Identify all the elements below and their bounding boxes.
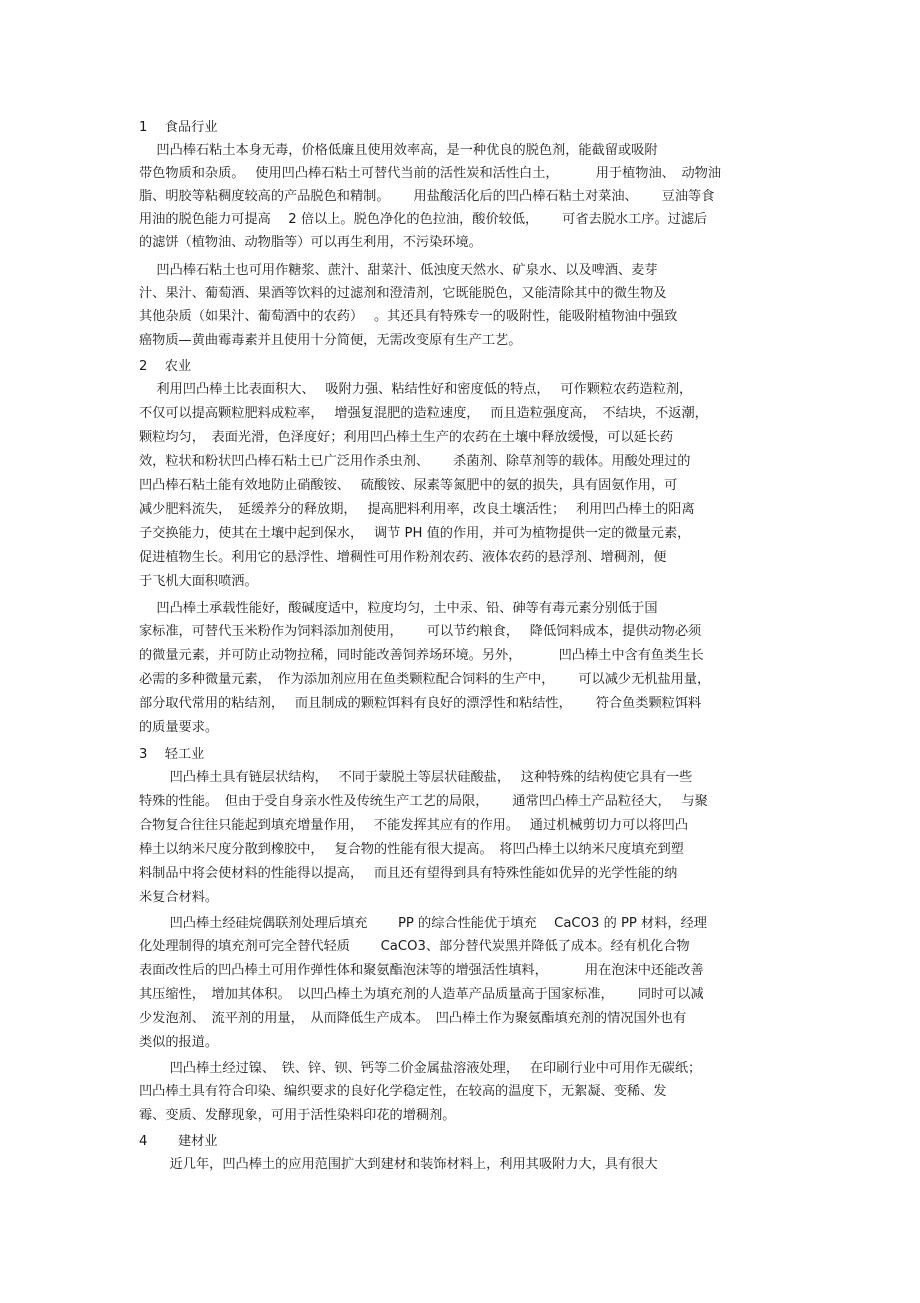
paragraph-line: 米复合材料。 <box>139 890 219 905</box>
paragraph-line: 于飞机大面积喷洒。 <box>139 574 258 589</box>
paragraph-line: 子交换能力，使其在土壤中起到保水， 调节 PH 值的作用，并可为植物提供一定的微量元素， <box>139 526 691 541</box>
paragraph-line: 凹凸棒土具有链层状结构， 不同于蒙脱土等层状硅酸盐， 这种特殊的结构使它具有一些 <box>139 770 693 785</box>
paragraph-line: 家标准，可替代玉米粉作为饲料添加剂使用， 可以节约粮食， 降低饲料成本，提供动物必须 <box>139 624 702 639</box>
paragraph-line: 霉、变质、发酵现象，可用于活性染料印花的增稠剂。 <box>139 1108 456 1123</box>
paragraph-line: 的质量要求。 <box>139 720 219 735</box>
paragraph-line: 不仅可以提高颗粒肥料成粒率， 增强复混肥的造粒速度， 而且造粒强度高， 不结块，不返潮， <box>139 406 708 421</box>
section-heading: 4 建材业 <box>139 1134 218 1149</box>
paragraph-line: 促进植物生长。利用它的悬浮性、增稠性可用作粉剂农药、液体农药的悬浮剂、增稠剂，便 <box>139 550 667 565</box>
paragraph-line: 凹凸棒石粘土本身无毒，价格低廉且使用效率高，是一种优良的脱色剂，能截留或吸附 <box>139 143 658 158</box>
paragraph-line: 的滤饼（植物油、动物脂等）可以再生利用，不污染环境。 <box>139 235 482 250</box>
paragraph-line: 脂、明胶等粘稠度较高的产品脱色和精制。 用盐酸活化后的凹凸棒石粘土对菜油、 豆油等食 <box>139 189 715 204</box>
paragraph-line: 利用凹凸棒土比表面积大、 吸附力强、粘结性好和密度低的特点， 可作颗粒农药造粒剂， <box>139 382 693 397</box>
section-heading: 2 农业 <box>139 359 192 374</box>
paragraph-line: 部分取代常用的粘结剂， 而且制成的颗粒饵料有良好的漂浮性和粘结性， 符合鱼类颗粒饵料 <box>139 696 702 711</box>
paragraph-line: 特殊的性能。 但由于受自身亲水性及传统生产工艺的局限， 通常凹凸棒土产品粒径大， 与聚 <box>139 794 708 809</box>
paragraph-line: 的微量元素，并可防止动物拉稀，同时能改善饲养场环境。另外， 凹凸棒土中含有鱼类生长 <box>139 648 704 663</box>
paragraph-line: 癌物质—黄曲霉毒素并且使用十分简便，无需改变原有生产工艺。 <box>139 333 522 348</box>
paragraph-line: 近几年，凹凸棒土的应用范围扩大到建材和装饰材料上，利用其吸附力大，具有很大 <box>139 1157 658 1172</box>
paragraph-line: 效，粒状和粉状凹凸棒石粘土已广泛用作杀虫剂、 杀菌剂、除草剂等的载体。用酸处理过的 <box>139 454 691 469</box>
paragraph-line: 表面改性后的凹凸棒土可用作弹性体和聚氨酯泡沫等的增强活性填料， 用在泡沫中还能改善 <box>139 963 704 978</box>
paragraph-line: 凹凸棒土承载性能好，酸碱度适中，粒度均匀，土中汞、铅、砷等有毒元素分别低于国 <box>139 601 658 616</box>
paragraph-line: 类似的报道。 <box>139 1035 219 1050</box>
paragraph-line: 凹凸棒土经硅烷偶联剂处理后填充 PP 的综合性能优于填充 CaCO3 的 PP 材料，经理 <box>139 916 707 931</box>
section-heading: 3 轻工业 <box>139 747 205 762</box>
paragraph-line: 棒土以纳米尺度分散到橡胶中， 复合物的性能有很大提高。 将凹凸棒土以纳米尺度填充到塑 <box>139 842 684 857</box>
paragraph-line: 合物复合往往只能起到填充增量作用， 不能发挥其应有的作用。 通过机械剪切力可以将凹凸 <box>139 818 689 833</box>
paragraph-line: 凹凸棒土经过镍、 铁、锌、钡、钙等二价金属盐溶液处理， 在印刷行业中可用作无碳纸； <box>139 1061 702 1076</box>
section-heading: 1 食品行业 <box>139 120 218 135</box>
paragraph-line: 料制品中将会使材料的性能得以提高， 而且还有望得到具有特殊性能如优异的光学性能的纳 <box>139 866 678 881</box>
paragraph-line: 用油的脱色能力可提高 2 倍以上。脱色净化的色拉油，酸价较低， 可省去脱水工序。过滤后 <box>139 212 708 227</box>
paragraph-line: 必需的多种微量元素， 作为添加剂应用在鱼类颗粒配合饲料的生产中， 可以减少无机盐用量， <box>139 672 711 687</box>
paragraph-line: 汁、果汁、葡萄酒、果酒等饮料的过滤剂和澄清剂，它既能脱色，又能清除其中的微生物及 <box>139 286 667 301</box>
paragraph-line: 颗粒均匀， 表面光滑，色泽度好；利用凹凸棒土生产的农药在土壤中释放缓慢，可以延长药 <box>139 430 674 445</box>
paragraph-line: 其压缩性， 增加其体积。 以凹凸棒土为填充剂的人造革产品质量高于国家标准， 同时可以减 <box>139 987 704 1002</box>
paragraph-line: 凹凸棒石粘土也可用作糖浆、蔗汁、甜菜汁、低浊度天然水、矿泉水、以及啤酒、麦芽 <box>139 263 658 278</box>
paragraph-line: 化处理制得的填充剂可完全替代轻质 CaCO3、部分替代炭黑并降低了成本。经有机化合物 <box>139 939 690 954</box>
paragraph-line: 少发泡剂、 流平剂的用量， 从而降低生产成本。 凹凸棒土作为聚氨酯填充剂的情况国外也有 <box>139 1011 687 1026</box>
paragraph-line: 凹凸棒石粘土能有效地防止硝酸铵、 硫酸铵、尿素等氮肥中的氨的损失，具有固氨作用，可 <box>139 478 678 493</box>
paragraph-line: 减少肥料流失， 延缓养分的释放期， 提高肥料利用率，改良土壤活性； 利用凹凸棒土的阳离 <box>139 502 695 517</box>
paragraph-line: 带色物质和杂质。 使用凹凸棒石粘土可替代当前的活性炭和活性白土， 用于植物油、 动物油 <box>139 166 722 181</box>
paragraph-line: 凹凸棒土具有符合印染、编织要求的良好化学稳定性，在较高的温度下，无絮凝、变稀、发 <box>139 1084 667 1099</box>
paragraph-line: 其他杂质（如果汁、葡萄酒中的农药） 。其还具有特殊专一的吸附性，能吸附植物油中强致 <box>139 309 678 324</box>
